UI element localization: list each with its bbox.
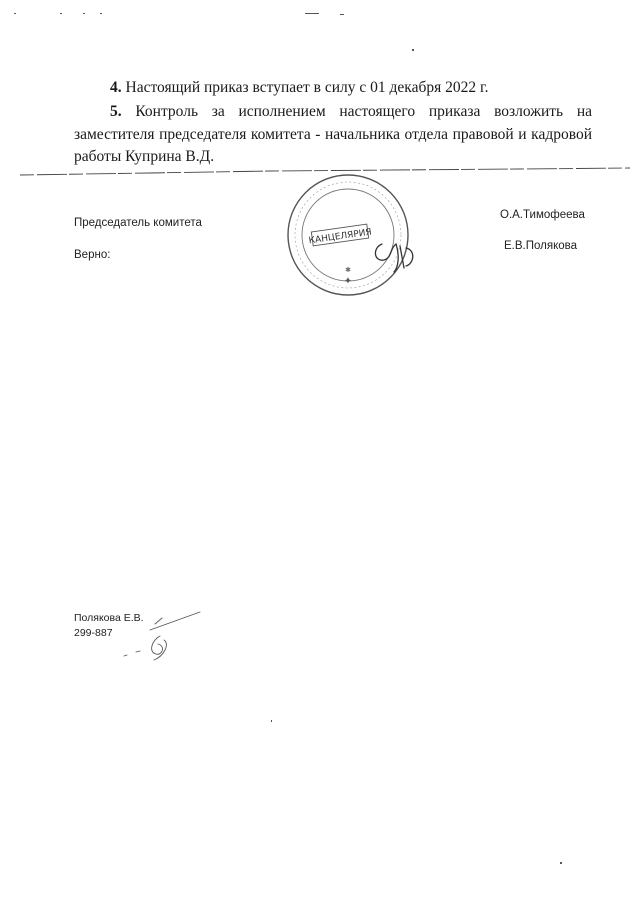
scan-speck [60,13,62,14]
order-item-5 [74,101,592,169]
handwritten-signature [370,238,420,278]
certified-label: Верно: [74,249,111,261]
chairman-name: О.А.Тимофеева [500,209,585,221]
item-text: Настоящий приказ вступает в силу с 01 декабря 2022 г. [125,79,489,96]
scan-speck [271,720,272,722]
executor-name: Полякова Е.В. [74,612,144,624]
scan-speck [340,14,344,15]
chairman-title: Председатель комитета [74,217,202,229]
executor-phone: 299-887 [74,627,113,639]
scan-speck [412,49,414,51]
item-text: Контроль за исполнением настоящего приказа возложить на заместителя председателя комитета - начальника отдела правовой и кадровой работы Куприна В.Д. [74,103,592,165]
round-stamp [285,172,411,298]
executor-initials [100,600,210,670]
item-number: 5. [110,103,122,120]
scan-speck [14,13,16,14]
scan-speck [83,13,85,14]
svg-text:✦: ✦ [343,276,353,287]
scan-speck [560,862,562,864]
scan-speck [305,13,319,14]
certified-name: Е.В.Полякова [504,240,578,252]
order-item-4 [74,77,592,100]
scan-speck [100,13,102,14]
svg-text:✱: ✱ [345,266,351,274]
item-number: 4. [110,79,122,96]
stamp-center-text: КАНЦЕЛЯРИЯ [308,227,373,247]
